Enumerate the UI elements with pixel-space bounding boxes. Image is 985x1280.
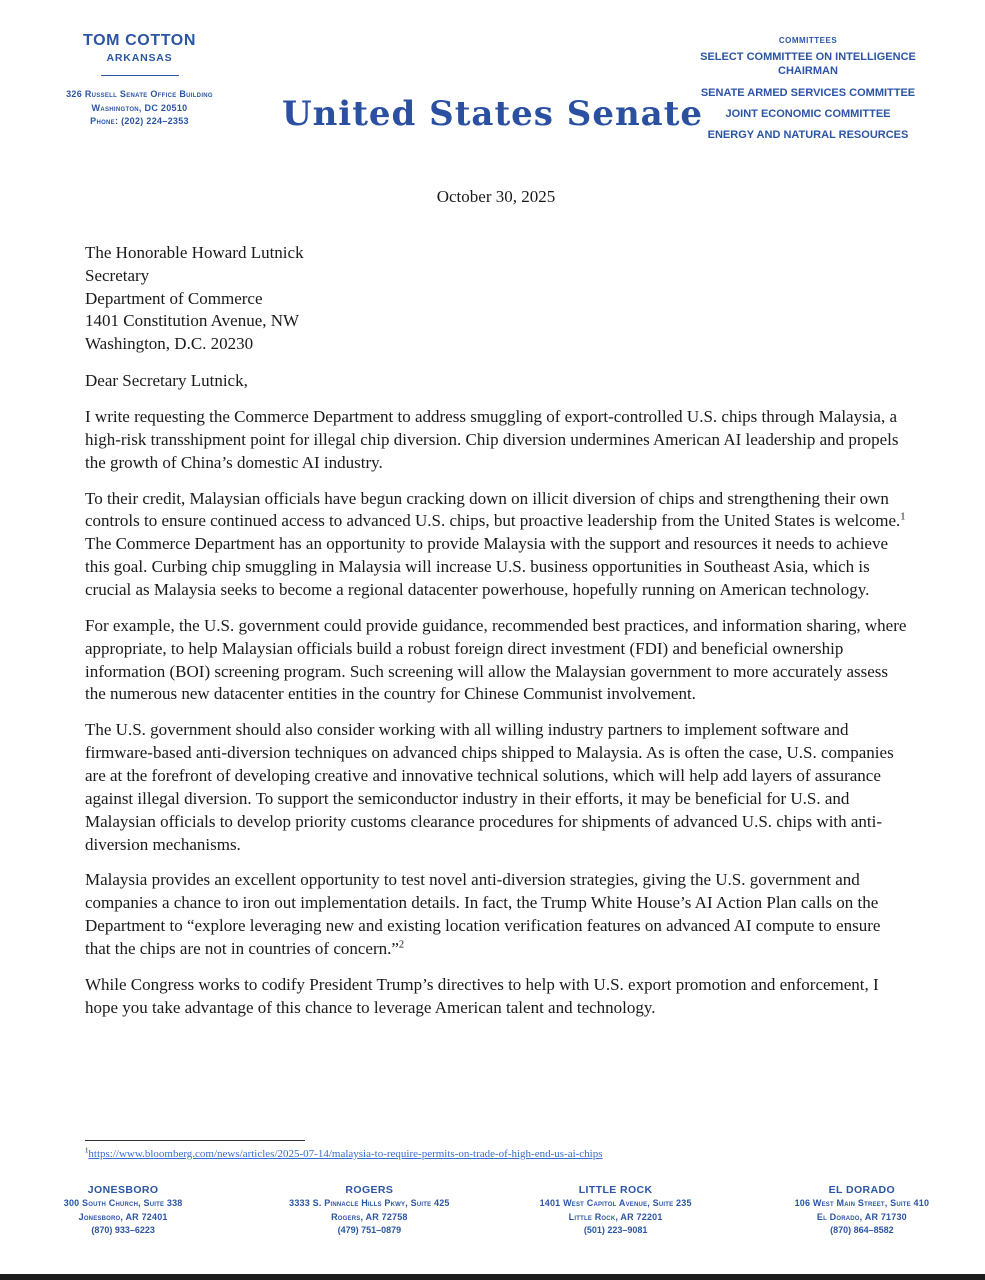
sender-address-line: 326 Russell Senate Office Building [66, 89, 213, 99]
office-city-state: Rogers, AR 72758 [331, 1211, 408, 1222]
office-rogers [246, 1184, 492, 1238]
office-city: JONESBORO [87, 1184, 159, 1196]
office-phone: (870) 933–6223 [91, 1225, 155, 1235]
footer-offices [0, 1184, 985, 1238]
office-city-state: Jonesboro, AR 72401 [78, 1211, 168, 1222]
letter-body [85, 186, 907, 1020]
committees-block [653, 36, 963, 142]
paragraph-1: I write requesting the Commerce Department to address smuggling of export-controlled U.S. chips through Malaysia, a high-risk transshipment point for illegal chip diversion. Chip diversion undermines American AI leadership and propels the growth of China’s domestic AI industry. [85, 407, 899, 472]
committee-item: SELECT COMMITTEE ON INTELLIGENCE [700, 51, 916, 63]
senator-name: TOM COTTON [83, 32, 196, 49]
committee-item: ENERGY AND NATURAL RESOURCES [707, 129, 909, 142]
paragraph-2: To their credit, Malaysian officials have begun cracking down on illicit diversion of chips and strengthening their own controls to ensure continued access to advanced U.S. chips, but proactive leadership from the United States is welcome.$^1$ The Commerce Department has an opportunity to provide Malaysia with the support and resources it needs to achieve this goal. Curbing chip smuggling in Malaysia will increase U.S. business opportunities in Southeast Asia, which is crucial as Malaysia seeks to become a regional datacenter powerhouse, hopefully running on American technology. [85, 488, 906, 600]
office-city-state: El Dorado, AR 71730 [816, 1211, 907, 1222]
salutation: Dear Secretary Lutnick, [85, 371, 248, 391]
scan-bottom-edge [0, 1274, 985, 1280]
recipient-title: Secretary [85, 265, 150, 285]
recipient-org: Department of Commerce [85, 288, 263, 308]
footnote-block [85, 1140, 907, 1160]
committee-chairman-label: CHAIRMAN [778, 65, 838, 78]
office-el-dorado [739, 1184, 985, 1238]
office-address: 300 South Church, Suite 338 [63, 1198, 183, 1208]
letterhead [0, 0, 985, 170]
paragraph-5: Malaysia provides an excellent opportunity to test novel anti-diversion strategies, giving the U.S. government and companies a chance to iron out implementation details. In fact, the Trump White House’s AI Action Plan calls on the Department to “explore leveraging new and existing location verification features on advanced AI compute to ensure that the chips are not in countries of concern.”$^2$ [85, 870, 881, 959]
office-address: 106 West Main Street, Suite 410 [794, 1198, 930, 1208]
office-city: LITTLE ROCK [578, 1184, 653, 1196]
paragraph-4: The U.S. government should also consider working with all willing industry partners to implement software and firmware-based anti-diversion techniques on advanced chips shipped to Malaysia. As is often the case, U.S. companies are at the forefront of developing creative and innovative technical solutions, which will help add layers of assurance against illegal diversion. To support the semiconductor industry in their efforts, it may be beneficial for U.S. and Malaysian officials to develop priority customs clearance procedures for shipments of advanced U.S. chips with anti-diversion mechanisms. [85, 720, 894, 854]
office-address: 1401 West Capitol Avenue, Suite 235 [539, 1198, 692, 1208]
office-city: ROGERS [345, 1184, 394, 1196]
paragraph-3: For example, the U.S. government could provide guidance, recommended best practices, and information sharing, where appropriate, to help Malaysian officials build a robust foreign direct investment (FDI) and beneficial ownership information (BOI) screening program. Such screening will allow the Malaysian government to more accurately assess the numerous new datacenter entities in the country for Chinese Communist involvement. [85, 615, 907, 704]
letterhead-divider [101, 75, 179, 76]
office-little-rock [493, 1184, 739, 1238]
recipient-city: Washington, D.C. 20230 [85, 334, 254, 354]
office-city-state: Little Rock, AR 72201 [568, 1211, 663, 1222]
recipient-block [85, 242, 907, 356]
footnote-marker: 1 [85, 1147, 89, 1155]
footnote-divider [85, 1140, 305, 1141]
office-jonesboro [0, 1184, 246, 1238]
sender-phone: Phone: (202) 224–2353 [90, 116, 189, 126]
committees-heading: COMMITTEES [778, 36, 838, 45]
sender-address-line: Washington, DC 20510 [91, 102, 188, 113]
footnote-link[interactable]: https://www.bloomberg.com/news/articles/2025-07-14/malaysia-to-require-permits-on-trade-of-high-end-us-ai-chips [88, 1148, 603, 1160]
office-phone: (870) 864–8582 [830, 1225, 894, 1235]
committee-item: SENATE ARMED SERVICES COMMITTEE [700, 86, 916, 99]
office-phone: (479) 751–0879 [337, 1225, 402, 1235]
senator-state: ARKANSAS [106, 52, 173, 64]
office-phone: (501) 223–9081 [583, 1225, 648, 1235]
committee-item: JOINT ECONOMIC COMMITTEE [725, 107, 891, 120]
senate-title: United States Senate [281, 94, 704, 134]
paragraph-6: While Congress works to codify President Trump’s directives to help with U.S. export promotion and enforcement, I hope you take advantage of this chance to leverage American talent and technology. [85, 974, 879, 1017]
letter-date: October 30, 2025 [436, 187, 556, 206]
recipient-street: 1401 Constitution Avenue, NW [85, 311, 300, 331]
recipient-name: The Honorable Howard Lutnick [85, 242, 304, 262]
office-address: 3333 S. Pinnacle Hills Pkwy, Suite 425 [289, 1198, 450, 1208]
office-city: EL DORADO [828, 1184, 896, 1196]
footnote-1 [85, 1148, 907, 1160]
